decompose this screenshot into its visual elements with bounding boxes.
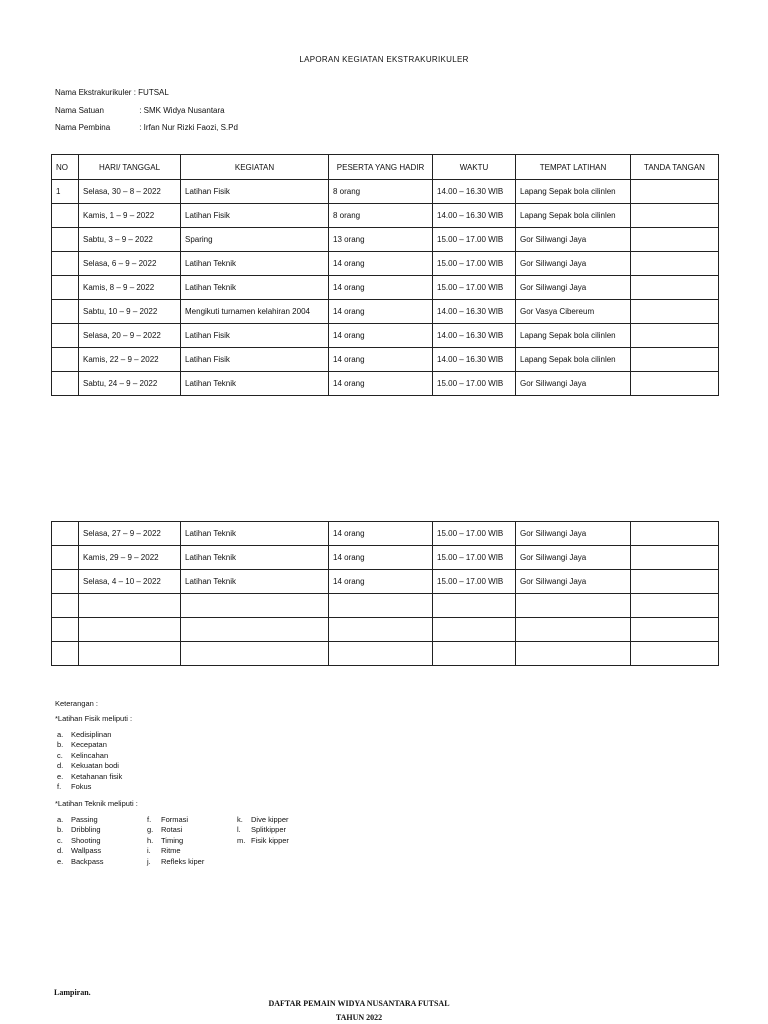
list-item bbox=[57, 782, 122, 792]
info-value: : SMK Widya Nusantara bbox=[139, 106, 225, 115]
cell-signature bbox=[631, 324, 719, 348]
activity-table-page1 bbox=[51, 154, 719, 396]
footer-year: TAHUN 2022 bbox=[335, 1013, 383, 1022]
list-text: Kecepatan bbox=[71, 740, 107, 750]
cell-date bbox=[79, 594, 181, 618]
fisik-heading: *Latihan Fisik meliputi : bbox=[55, 714, 133, 723]
info-pembina bbox=[55, 123, 238, 132]
teknik-heading: *Latihan Teknik meliputi : bbox=[55, 799, 138, 808]
cell-signature bbox=[631, 522, 719, 546]
list-item bbox=[57, 857, 104, 867]
cell-activity: Latihan Fisik bbox=[181, 348, 329, 372]
list-marker: c. bbox=[57, 835, 63, 845]
cell-no bbox=[52, 300, 79, 324]
list-marker: b. bbox=[57, 825, 64, 835]
list-text: Backpass bbox=[71, 856, 104, 866]
cell-signature bbox=[631, 594, 719, 618]
cell-time: 14.00 – 16.30 WIB bbox=[433, 204, 516, 228]
cell-activity: Sparing bbox=[181, 228, 329, 252]
table-row bbox=[52, 180, 719, 204]
cell-time: 14.00 – 16.30 WIB bbox=[433, 324, 516, 348]
list-marker: l. bbox=[237, 825, 241, 835]
list-marker: e. bbox=[57, 856, 64, 866]
cell-place: Gor Siliwangi Jaya bbox=[516, 228, 631, 252]
cell-no bbox=[52, 594, 79, 618]
cell-date bbox=[79, 618, 181, 642]
table-row bbox=[52, 228, 719, 252]
cell-date: Kamis, 1 – 9 – 2022 bbox=[79, 204, 181, 228]
cell-time: 14.00 – 16.30 WIB bbox=[433, 180, 516, 204]
cell-no bbox=[52, 372, 79, 396]
cell-activity: Latihan Teknik bbox=[181, 252, 329, 276]
list-marker: f. bbox=[147, 815, 152, 824]
fisik-list bbox=[57, 730, 122, 792]
list-marker: m. bbox=[237, 835, 246, 845]
header-date: HARI/ TANGGAL bbox=[79, 155, 181, 180]
cell-activity: Latihan Teknik bbox=[181, 570, 329, 594]
cell-participants: 14 orang bbox=[329, 546, 433, 570]
list-marker: a. bbox=[57, 730, 64, 739]
list-marker: e. bbox=[57, 771, 64, 781]
list-item bbox=[147, 846, 204, 856]
list-item bbox=[57, 846, 104, 856]
cell-date: Selasa, 4 – 10 – 2022 bbox=[79, 570, 181, 594]
lampiran-label: Lampiran. bbox=[54, 988, 91, 997]
cell-signature bbox=[631, 570, 719, 594]
table-row bbox=[52, 348, 719, 372]
cell-signature bbox=[631, 276, 719, 300]
cell-time bbox=[433, 594, 516, 618]
table-row bbox=[52, 324, 719, 348]
table-row bbox=[52, 372, 719, 396]
cell-participants bbox=[329, 642, 433, 666]
report-title: LAPORAN KEGIATAN EKSTRAKURIKULER bbox=[299, 55, 469, 64]
info-value: : FUTSAL bbox=[133, 88, 169, 97]
cell-date: Sabtu, 3 – 9 – 2022 bbox=[79, 228, 181, 252]
cell-participants: 8 orang bbox=[329, 204, 433, 228]
list-item bbox=[57, 815, 104, 825]
cell-time: 15.00 – 17.00 WIB bbox=[433, 372, 516, 396]
list-text: Ketahanan fisik bbox=[71, 771, 123, 781]
list-item bbox=[147, 825, 204, 835]
list-marker: j. bbox=[147, 856, 151, 866]
cell-activity: Latihan Teknik bbox=[181, 276, 329, 300]
cell-participants: 14 orang bbox=[329, 522, 433, 546]
list-text: Fisik kipper bbox=[251, 835, 289, 845]
list-text: Kedisiplinan bbox=[71, 730, 112, 739]
cell-no bbox=[52, 204, 79, 228]
cell-place bbox=[516, 618, 631, 642]
cell-no bbox=[52, 618, 79, 642]
cell-date: Selasa, 27 – 9 – 2022 bbox=[79, 522, 181, 546]
cell-time: 15.00 – 17.00 WIB bbox=[433, 252, 516, 276]
cell-participants: 14 orang bbox=[329, 300, 433, 324]
list-item bbox=[57, 740, 122, 750]
cell-participants: 14 orang bbox=[329, 324, 433, 348]
cell-signature bbox=[631, 618, 719, 642]
cell-place: Gor Vasya Cibereum bbox=[516, 300, 631, 324]
cell-place: Gor Siliwangi Jaya bbox=[516, 546, 631, 570]
cell-activity: Latihan Teknik bbox=[181, 372, 329, 396]
cell-no bbox=[52, 228, 79, 252]
table-row bbox=[52, 204, 719, 228]
list-text: Shooting bbox=[71, 835, 101, 845]
info-label: Nama Ekstrakurikuler bbox=[55, 88, 132, 97]
list-marker: d. bbox=[57, 761, 64, 771]
list-item bbox=[57, 761, 122, 771]
list-item bbox=[147, 857, 204, 867]
list-text: Rotasi bbox=[161, 825, 183, 835]
cell-activity: Mengikuti turnamen kelahiran 2004 bbox=[181, 300, 329, 324]
cell-signature bbox=[631, 372, 719, 396]
cell-date: Kamis, 22 – 9 – 2022 bbox=[79, 348, 181, 372]
cell-activity: Latihan Teknik bbox=[181, 546, 329, 570]
cell-activity: Latihan Teknik bbox=[181, 522, 329, 546]
cell-participants: 14 orang bbox=[329, 348, 433, 372]
list-item bbox=[237, 836, 289, 846]
info-label: Nama Satuan bbox=[55, 106, 104, 115]
cell-date: Selasa, 6 – 9 – 2022 bbox=[79, 252, 181, 276]
cell-participants: 8 orang bbox=[329, 180, 433, 204]
cell-no bbox=[52, 570, 79, 594]
cell-date: Sabtu, 10 – 9 – 2022 bbox=[79, 300, 181, 324]
cell-activity: Latihan Fisik bbox=[181, 204, 329, 228]
cell-participants: 13 orang bbox=[329, 228, 433, 252]
table-row bbox=[52, 300, 719, 324]
cell-date bbox=[79, 642, 181, 666]
table-row bbox=[52, 252, 719, 276]
cell-time: 15.00 – 17.00 WIB bbox=[433, 546, 516, 570]
notes-heading: Keterangan : bbox=[55, 699, 98, 708]
cell-place: Lapang Sepak bola cilinlen bbox=[516, 324, 631, 348]
list-text: Formasi bbox=[161, 815, 189, 824]
list-text: Dive kipper bbox=[251, 815, 289, 824]
cell-place: Lapang Sepak bola cilinlen bbox=[516, 204, 631, 228]
cell-no: 1 bbox=[52, 180, 79, 204]
cell-no bbox=[52, 324, 79, 348]
cell-place: Gor Siliwangi Jaya bbox=[516, 522, 631, 546]
table-row bbox=[52, 276, 719, 300]
list-marker: i. bbox=[147, 846, 151, 856]
cell-time bbox=[433, 642, 516, 666]
table-header-row bbox=[52, 155, 719, 180]
cell-signature bbox=[631, 228, 719, 252]
list-marker: g. bbox=[147, 825, 154, 835]
cell-participants: 14 orang bbox=[329, 276, 433, 300]
list-text: Wallpass bbox=[71, 846, 102, 856]
footer-title: DAFTAR PEMAIN WIDYA NUSANTARA FUTSAL bbox=[268, 999, 450, 1008]
list-item bbox=[57, 772, 122, 782]
table-row bbox=[52, 522, 719, 546]
cell-participants: 14 orang bbox=[329, 252, 433, 276]
cell-date: Kamis, 29 – 9 – 2022 bbox=[79, 546, 181, 570]
header-signature: TANDA TANGAN bbox=[631, 155, 719, 180]
cell-signature bbox=[631, 642, 719, 666]
header-time: WAKTU bbox=[433, 155, 516, 180]
header-participants: PESERTA YANG HADIR bbox=[329, 155, 433, 180]
cell-time: 14.00 – 16.30 WIB bbox=[433, 348, 516, 372]
cell-signature bbox=[631, 252, 719, 276]
table-row bbox=[52, 594, 719, 618]
cell-signature bbox=[631, 204, 719, 228]
cell-no bbox=[52, 252, 79, 276]
cell-signature bbox=[631, 180, 719, 204]
teknik-list-col2 bbox=[147, 815, 204, 867]
cell-signature bbox=[631, 348, 719, 372]
cell-place: Gor Siliwangi Jaya bbox=[516, 252, 631, 276]
list-item bbox=[57, 836, 104, 846]
list-marker: k. bbox=[237, 815, 243, 824]
cell-time: 15.00 – 17.00 WIB bbox=[433, 276, 516, 300]
list-text: Timing bbox=[161, 835, 184, 845]
table-row bbox=[52, 546, 719, 570]
cell-participants: 14 orang bbox=[329, 372, 433, 396]
list-item bbox=[57, 825, 104, 835]
info-satuan bbox=[55, 106, 225, 115]
list-text: Passing bbox=[71, 815, 98, 824]
cell-time: 14.00 – 16.30 WIB bbox=[433, 300, 516, 324]
teknik-list-col3 bbox=[237, 815, 289, 846]
cell-no bbox=[52, 348, 79, 372]
cell-time: 15.00 – 17.00 WIB bbox=[433, 522, 516, 546]
table-row bbox=[52, 570, 719, 594]
cell-place: Gor Siliwangi Jaya bbox=[516, 570, 631, 594]
table-row bbox=[52, 642, 719, 666]
info-ekstrakurikuler bbox=[55, 88, 169, 97]
list-item bbox=[237, 825, 289, 835]
cell-date: Kamis, 8 – 9 – 2022 bbox=[79, 276, 181, 300]
list-item bbox=[237, 815, 289, 825]
cell-place: Lapang Sepak bola cilinlen bbox=[516, 348, 631, 372]
list-item bbox=[147, 836, 204, 846]
cell-activity bbox=[181, 594, 329, 618]
cell-date: Selasa, 20 – 9 – 2022 bbox=[79, 324, 181, 348]
list-item bbox=[57, 751, 122, 761]
list-text: Kekuatan bodi bbox=[71, 761, 119, 771]
cell-place bbox=[516, 642, 631, 666]
cell-signature bbox=[631, 546, 719, 570]
list-marker: d. bbox=[57, 846, 64, 856]
cell-place: Lapang Sepak bola cilinlen bbox=[516, 180, 631, 204]
list-marker: a. bbox=[57, 815, 64, 824]
header-no: NO bbox=[52, 155, 79, 180]
info-label: Nama Pembina bbox=[55, 123, 111, 132]
cell-participants: 14 orang bbox=[329, 570, 433, 594]
list-text: Ritme bbox=[161, 846, 181, 856]
list-marker: h. bbox=[147, 835, 154, 845]
cell-no bbox=[52, 642, 79, 666]
info-value: : Irfan Nur Rizki Faozi, S.Pd bbox=[139, 123, 238, 132]
cell-signature bbox=[631, 300, 719, 324]
table-row bbox=[52, 618, 719, 642]
list-text: Kelincahan bbox=[71, 750, 109, 760]
cell-activity bbox=[181, 618, 329, 642]
cell-participants bbox=[329, 594, 433, 618]
cell-date: Sabtu, 24 – 9 – 2022 bbox=[79, 372, 181, 396]
teknik-list-col1 bbox=[57, 815, 104, 867]
cell-time: 15.00 – 17.00 WIB bbox=[433, 570, 516, 594]
cell-date: Selasa, 30 – 8 – 2022 bbox=[79, 180, 181, 204]
activity-table-page2 bbox=[51, 521, 719, 666]
cell-time: 15.00 – 17.00 WIB bbox=[433, 228, 516, 252]
cell-place: Gor Siliwangi Jaya bbox=[516, 372, 631, 396]
header-place: TEMPAT LATIHAN bbox=[516, 155, 631, 180]
list-item bbox=[57, 730, 122, 740]
cell-no bbox=[52, 276, 79, 300]
list-text: Refleks kiper bbox=[161, 856, 205, 866]
cell-no bbox=[52, 522, 79, 546]
cell-activity: Latihan Fisik bbox=[181, 324, 329, 348]
cell-activity bbox=[181, 642, 329, 666]
list-item bbox=[147, 815, 204, 825]
list-text: Dribbling bbox=[71, 825, 101, 835]
cell-participants bbox=[329, 618, 433, 642]
cell-time bbox=[433, 618, 516, 642]
list-marker: f. bbox=[57, 782, 62, 792]
list-marker: c. bbox=[57, 750, 63, 760]
list-text: Fokus bbox=[71, 782, 92, 792]
header-activity: KEGIATAN bbox=[181, 155, 329, 180]
cell-place bbox=[516, 594, 631, 618]
cell-no bbox=[52, 546, 79, 570]
cell-place: Gor Siliwangi Jaya bbox=[516, 276, 631, 300]
cell-activity: Latihan Fisik bbox=[181, 180, 329, 204]
list-marker: b. bbox=[57, 740, 64, 750]
list-text: Splitkipper bbox=[251, 825, 287, 835]
